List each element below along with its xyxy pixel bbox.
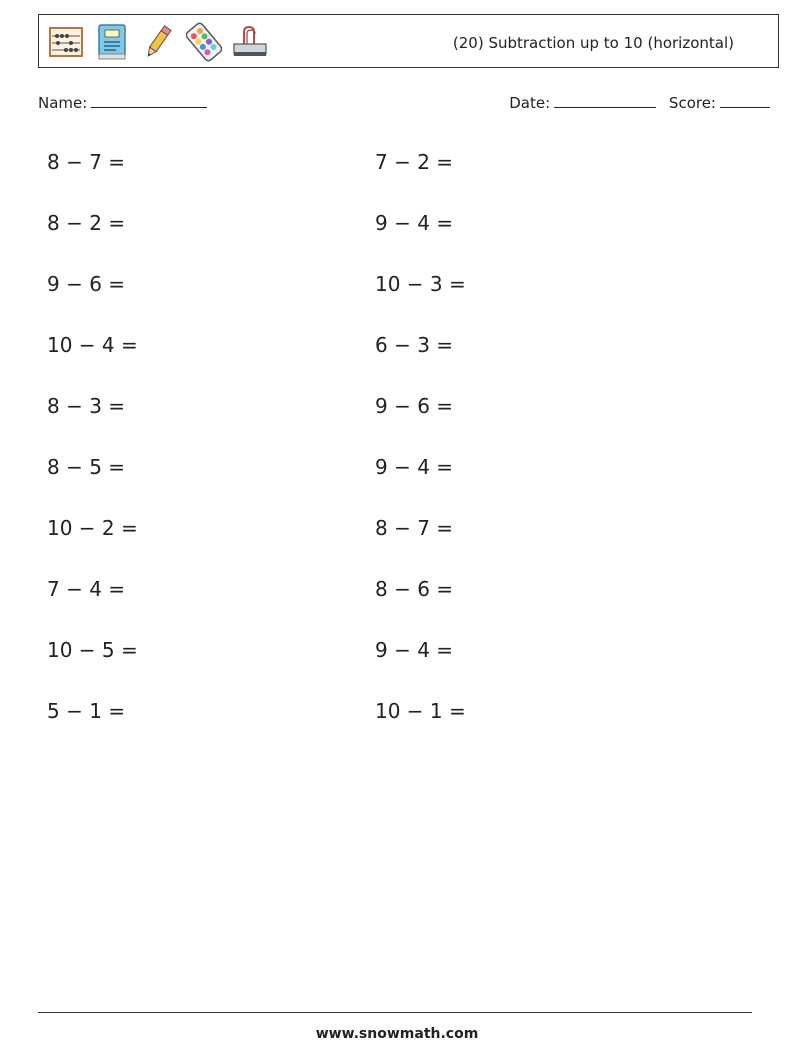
date-label: Date: [509, 94, 551, 112]
worksheet-title: (20) Subtraction up to 10 (horizontal) [452, 34, 734, 52]
problem: 8 − 2 = [47, 211, 126, 235]
problem: 7 − 2 = [375, 150, 454, 174]
date-score-fields [509, 92, 770, 114]
paint-palette-icon [181, 19, 227, 65]
problem: 8 − 7 = [47, 150, 126, 174]
problem: 10 − 2 = [47, 516, 138, 540]
problem: 10 − 1 = [375, 699, 466, 723]
problem: 9 − 6 = [375, 394, 454, 418]
problem: 8 − 3 = [47, 394, 126, 418]
footer-divider [38, 1012, 752, 1013]
problem: 10 − 5 = [47, 638, 138, 662]
pencil-icon [135, 19, 181, 65]
problem: 9 − 4 = [375, 638, 454, 662]
problem: 8 − 5 = [47, 455, 126, 479]
name-label: Name: [38, 94, 88, 112]
name-blank[interactable] [91, 93, 207, 108]
score-label: Score: [668, 94, 716, 112]
icon-strip [43, 19, 273, 65]
problem: 9 − 6 = [47, 272, 126, 296]
problem: 5 − 1 = [47, 699, 126, 723]
date-blank[interactable] [554, 93, 656, 108]
worksheet-header [38, 14, 779, 68]
problem: 8 − 6 = [375, 577, 454, 601]
binder-clip-icon [227, 19, 273, 65]
footer-url: www.snowmath.com [315, 1026, 479, 1042]
problem: 9 − 4 = [375, 211, 454, 235]
score-blank[interactable] [720, 93, 770, 108]
name-field [38, 92, 207, 114]
problem: 9 − 4 = [375, 455, 454, 479]
abacus-icon [43, 19, 89, 65]
problem: 6 − 3 = [375, 333, 454, 357]
problem: 7 − 4 = [47, 577, 126, 601]
book-icon [89, 19, 135, 65]
problem: 8 − 7 = [375, 516, 454, 540]
problem: 10 − 3 = [375, 272, 466, 296]
problem: 10 − 4 = [47, 333, 138, 357]
